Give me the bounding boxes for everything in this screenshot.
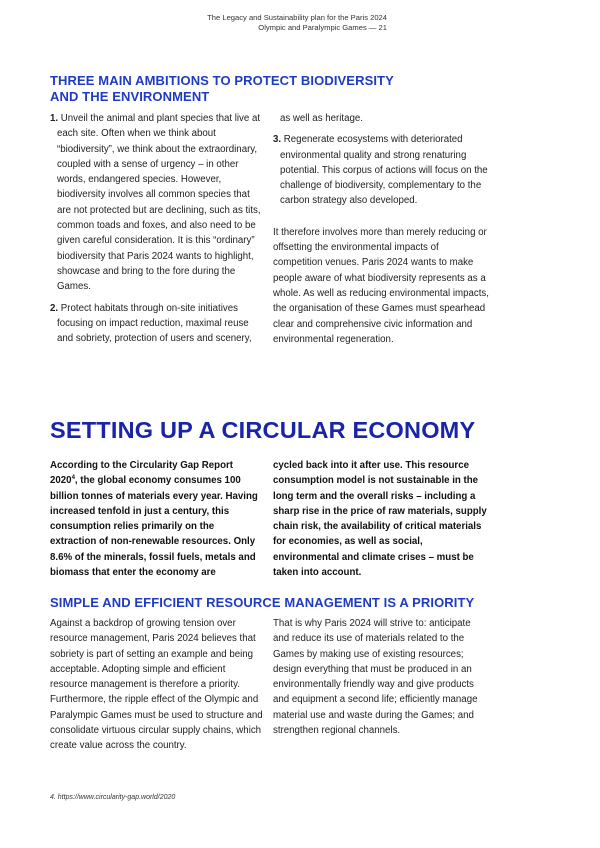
resource-left-column: Against a backdrop of growing tension over resource management, Paris 2024 believes that sobriety is part of setting an example and being acceptable. Adopting simple and efficient resource management is therefore a priority. Furthermore, the ripple effect of the Olympic and Paralympic Games must be used to structure and consolidate virtuous circular supply chains, which create value across the country. (50, 618, 263, 752)
biodiversity-heading (50, 73, 394, 105)
header-line-1: The Legacy and Sustainability plan for the Paris 2024 (207, 13, 387, 22)
item-number: 3. (273, 134, 282, 146)
footnote: 4. https://www.circularity-gap.world/2020 (50, 794, 176, 801)
resource-right-column: That is why Paris 2024 will strive to: anticipate and reduce its use of materials related to the Games by making use of existing resources; design everything that must be produced in an environmentally friendly way and give products and equipment a second life; efficiently manage material use and waste during the Games; and strengthen regional channels. (273, 618, 478, 737)
intro-text-end: , the global economy consumes 100 billion tonnes of materials every year. Having increased tenfold in just a century, this consumption relies primarily on the extraction of non-renewable resources. Only 8.6% of the minerals, fossil fuels, metals and biomass that enter the economy are (50, 475, 258, 579)
circular-intro-right: cycled back into it after use. This resource consumption model is not sustainable in the long term and the overall risks – including a sharp rise in the price of raw materials, supply chain risk, the availability of critical materials for economies, as well as social, environmental and climate crises – must be taken into account. (273, 460, 487, 579)
page-header (87, 13, 387, 33)
item-text: Unveil the animal and plant species that live at each site. Often when we think about “biodiversity”, we think about the extraordinary, coupled with a sense of urgency – in other words, endangered species. However, biodiversity involves all common species that are not protected but are declining, such as tits, common toads and foxes, and also need to be given careful consideration. It is this “ordinary” biodiversity that Paris 2024 wants to highlight, showcase and bring to the fore during the Games. (57, 113, 261, 293)
item-number: 1. (50, 113, 59, 124)
ambition-item-2-continued: as well as heritage. (280, 113, 363, 124)
biodiversity-heading-line-2: AND THE ENVIRONMENT (50, 89, 210, 104)
circular-intro-left (50, 458, 262, 580)
item-number: 2. (50, 302, 59, 314)
footnote-ref: 4 (71, 475, 75, 482)
ambition-item-3 (273, 132, 489, 208)
circular-economy-heading: SETTING UP A CIRCULAR ECONOMY (50, 417, 476, 443)
ambition-item-2 (50, 301, 264, 347)
biodiversity-right-column (273, 111, 489, 347)
ambition-item-1 (50, 111, 264, 295)
item-text: Regenerate ecosystems with deteriorated environmental quality and strong renaturing potential. This corpus of actions will focus on the challenge of biodiversity, complementary to the carbon strategy also developed. (280, 134, 488, 207)
biodiversity-paragraph: It therefore involves more than merely reducing or offsetting the environmental impacts of competition venues. Paris 2024 wants to make people aware of what biodiversity represents as a whole. As well as reducing environmental impacts, the organisation of these Games must spearhead clear and comprehensive civic information and environmental regeneration. (273, 226, 489, 345)
biodiversity-heading-line-1: THREE MAIN AMBITIONS TO PROTECT BIODIVERSITY (50, 73, 394, 88)
item-text: Protect habitats through on-site initiatives focusing on impact reduction, maximal reuse and sobriety, protection of users and scenery, (57, 302, 252, 345)
biodiversity-left-column (50, 111, 264, 346)
intro-text-start: According to the Circularity Gap Report 2020 (50, 460, 234, 487)
header-line-2: Olympic and Paralympic Games — 21 (258, 23, 387, 32)
resource-management-heading: SIMPLE AND EFFICIENT RESOURCE MANAGEMENT IS A PRIORITY (50, 595, 475, 610)
